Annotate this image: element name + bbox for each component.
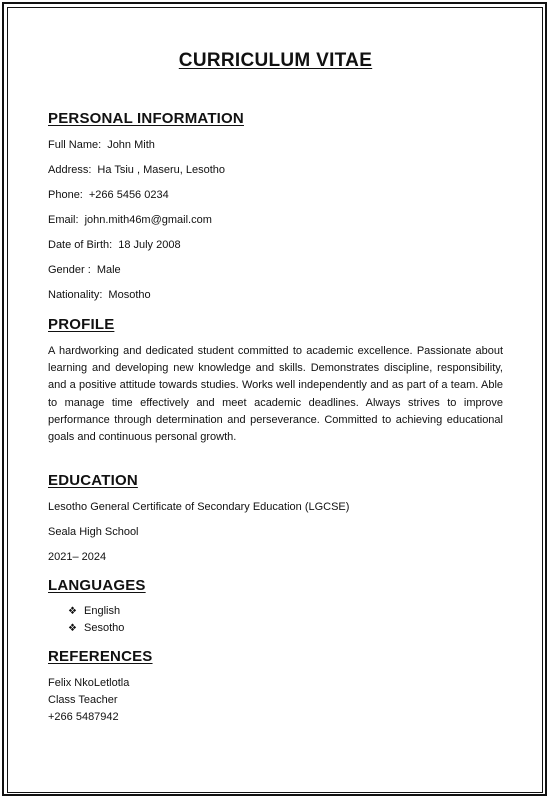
email-label: Email: <box>48 214 79 226</box>
dob-line <box>48 239 181 251</box>
gender-label: Gender : <box>48 264 91 276</box>
phone-label: Phone: <box>48 189 83 201</box>
email-value: john.mith46m@gmail.com <box>84 214 212 226</box>
education-heading: EDUCATION <box>48 472 138 489</box>
gender-value: Male <box>96 264 121 276</box>
education-years: 2021– 2024 <box>48 551 107 563</box>
nationality-line <box>48 289 151 301</box>
languages-heading: LANGUAGES <box>48 577 146 594</box>
nationality-value: Mosotho <box>108 289 151 301</box>
dob-label: Date of Birth: <box>48 239 113 251</box>
document-title: CURRICULUM VITAE <box>178 50 373 71</box>
profile-heading: PROFILE <box>48 316 115 333</box>
language-english: English <box>84 605 121 617</box>
list-item <box>68 622 124 634</box>
education-qualification: Lesotho General Certificate of Secondary Education (LGCSE) <box>48 501 350 513</box>
address-label: Address: <box>48 164 92 176</box>
full-name-label: Full Name: <box>48 139 102 151</box>
reference-role: Class Teacher <box>48 694 118 706</box>
personal-heading: PERSONAL INFORMATION <box>48 110 244 127</box>
references-heading: REFERENCES <box>48 648 153 665</box>
gender-line <box>48 264 121 276</box>
full-name-line <box>48 139 155 151</box>
list-item <box>68 605 120 617</box>
nationality-label: Nationality: <box>48 289 103 301</box>
full-name-value: John Mith <box>107 139 155 151</box>
phone-value: +266 5456 0234 <box>88 189 169 201</box>
email-line <box>48 214 212 226</box>
diamond-bullet-icon: ❖ <box>68 606 77 617</box>
reference-name: Felix NkoLetlotla <box>48 677 130 689</box>
education-school: Seala High School <box>48 526 139 538</box>
reference-phone: +266 5487942 <box>48 711 119 723</box>
dob-value: 18 July 2008 <box>118 239 181 251</box>
address-value: Ha Tsiu , Maseru, Lesotho <box>97 164 226 176</box>
profile-text: A hardworking and dedicated student committed to academic excellence. Passionate about learning and developing new knowledge and skills. Demonstrates discipline, responsibility, and a positive attitude towards studies. Works well independently and as part of a team. Able to manage time effectively and meet academic deadlines. Always strives to improve performance through determination and perseverance. Committed to achieving educational goals and continuous personal growth. <box>48 345 503 444</box>
address-line <box>48 164 225 176</box>
diamond-bullet-icon: ❖ <box>68 623 77 634</box>
phone-line <box>48 189 169 201</box>
language-sesotho: Sesotho <box>84 622 125 634</box>
